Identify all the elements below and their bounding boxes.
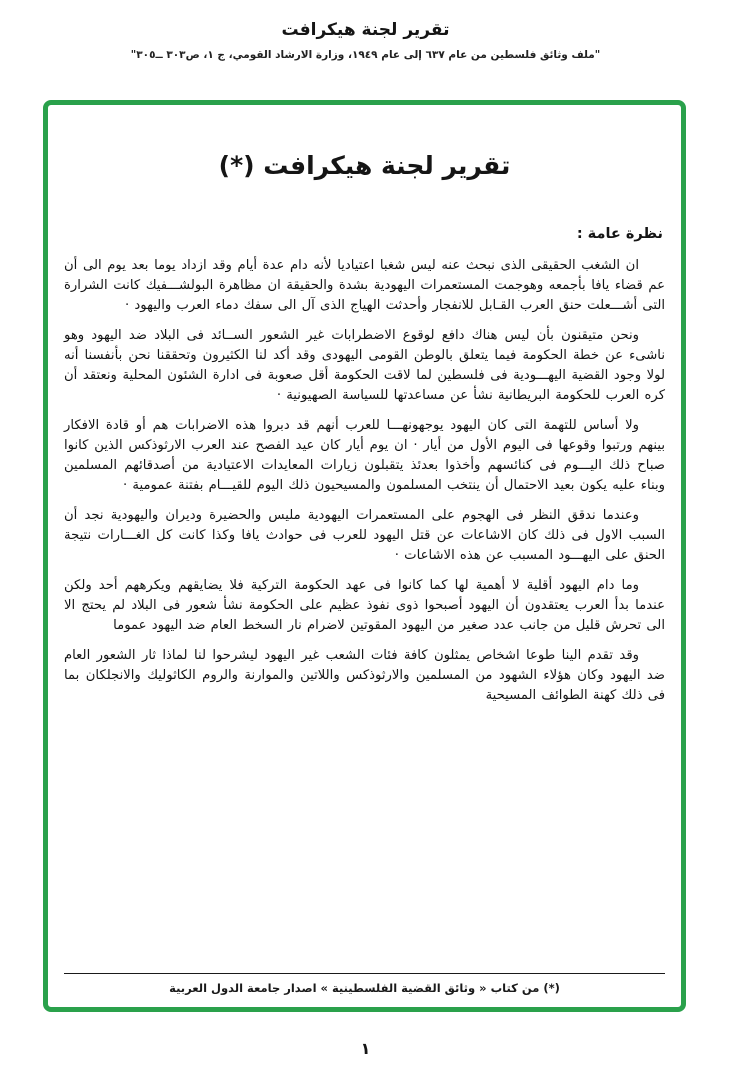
source-citation: "ملف وثائق فلسطين من عام ٦٣٧ إلى عام ١٩٤٩، وزارة الارشاد القومي، ج ١، ص٣٠٣ ــ٣٠٥" — [130, 49, 601, 61]
paragraph-6: وقد تقدم الينا طوعا اشخاص يمثلون كافة فئات الشعب غير اليهود ليشرحوا لنا لماذا ثار الشعور العام ضد اليهود وكان هؤلاء الشهود من المسلمين والارثوذكس واللاتين والموارنة والروم الكاثوليك والانجلكان بما فى ذلك كهنة الطوائف المسيحية — [64, 648, 665, 703]
footnote: (*) من كتاب « وثائق القضية الفلسطينية » اصدار جامعة الدول العربية — [169, 981, 560, 995]
page-number: ١ — [360, 1039, 371, 1058]
document-frame — [43, 100, 686, 1012]
page-title: تقرير لجنة هيكرافت — [281, 20, 450, 40]
document-body — [64, 256, 665, 706]
footnote-area — [64, 973, 665, 995]
document-title: تقرير لجنة هيكرافت (*) — [218, 151, 511, 180]
paragraph-2: ونحن متيقنون بأن ليس هناك دافع لوقوع الاضطرابات غير الشعور الســائد فى البلاد ضد اليهود وهو ناشىء عن خطة الحكومة فيما يتعلق بالوطن القومى اليهودى وقد أكد لنا الكثيرون وتحققنا نحن بأنفسنا أنه لولا وجود القضية اليهـــودية فى فلسطين لما لاقت الحكومة أقل صعوبة فى ادارة الشئون المحلية ونعتقد أن كره العرب للحكومة البريطانية نشأ عن مساعدتها للسياسة الصهيونية · — [64, 328, 665, 403]
footnote-divider — [64, 973, 665, 974]
section-heading: نظرة عامة : — [576, 226, 663, 242]
page-header — [0, 0, 731, 61]
page-footer — [0, 1039, 731, 1058]
paragraph-1: ان الشغب الحقيقى الذى نبحث عنه ليس شغبا اعتياديا لأنه دام عدة أيام وقد ازداد يوما بعد يوم الى أن عم قضاء يافا بأجمعه وهوجمت المستعمرات اليهودية بشدة والحقيقة ان مظاهرة البولشـــفيك كانت الشرارة التى أشـــعلت حنق العرب القـابل للانفجار وأحدثت الهياج الذى آل الى سفك دماء العرب واليهود · — [64, 258, 665, 313]
paragraph-4: وعندما ندقق النظر فى الهجوم على المستعمرات اليهودية مليس والحضيرة وديران واليهودية نجد أن السبب الاول فى ذلك كان الاشاعات عن قتل اليهود للعرب فى حوادث يافا وكذا كانت كل الغـــارات نتيجة الحنق على اليهـــود المسبب عن هذه الاشاعات · — [64, 508, 665, 563]
paragraph-5: وما دام اليهود أقلية لا أهمية لها كما كانوا فى عهد الحكومة التركية فلا يضايقهم ويكرههم أحد ولكن عندما بدأ العرب يعتقدون أن اليهود أصبحوا ذوى نفوذ عظيم على الحكومة نشأ شعور فى البلاد لم يحتج الا الى تحرش قليل من جانب عدد صغير من اليهود المقوتين لاضرام نار السخط العام ضد اليهود عموما — [64, 578, 665, 633]
paragraph-3: ولا أساس للتهمة التى كان اليهود يوجهونهـــا للعرب أنهم قد دبروا هذه الاضرابات هم أو قادة الافكار بينهم ورتبوا وقوعها فى اليوم الأول من أيار · ان يوم أيار كان عيد الفصح عند العرب الارثوذكس الذين كانوا صباح ذلك اليـــوم فى كنائسهم وأخذوا بعدئذ يتقبلون زيارات المعايدات الاعتيادية من أصدقائهم المسلمين وبناء عليه يكون بعيد الاحتمال أن ينتخب المسلمون والمسيحيون ذلك اليوم للقيـــام بفتنة عمومية · — [64, 418, 665, 493]
